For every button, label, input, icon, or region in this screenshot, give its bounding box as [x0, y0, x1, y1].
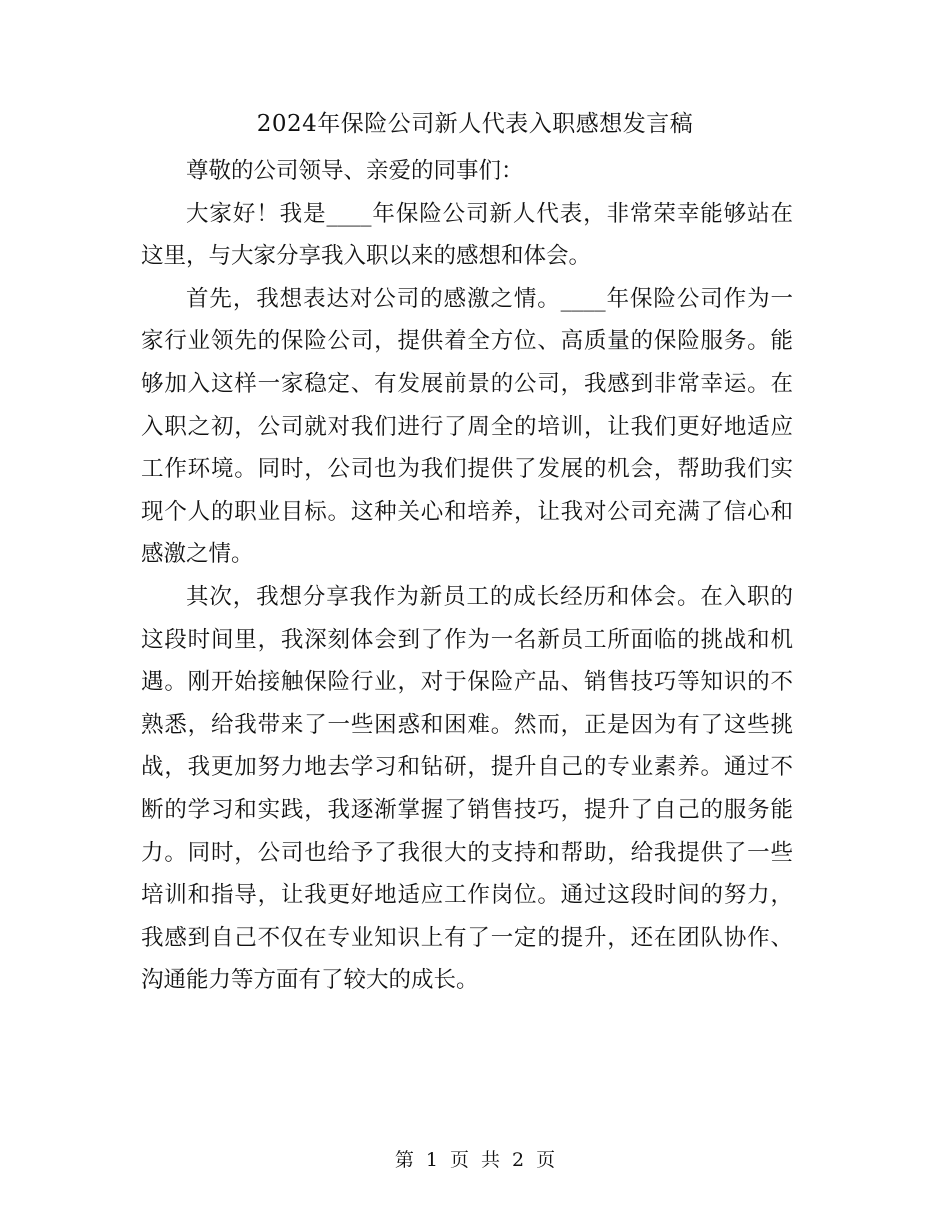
gratitude-paragraph: 首先，我想表达对公司的感激之情。____年保险公司作为一家行业领先的保险公司，提供着全方位、高质量的保险服务。能够加入这样一家稳定、有发展前景的公司，我感到非常幸运。在入职之初，公司就对我们进行了周全的培训，让我们更好地适应工作环境。同时，公司也为我们提供了发展的机会，帮助我们实现个人的职业目标。这种关心和培养，让我对公司充满了信心和感激之情。 — [141, 285, 793, 568]
greeting-paragraph: 大家好！我是____年保险公司新人代表，非常荣幸能够站在这里，与大家分享我入职以来的感想和体会。 — [141, 200, 793, 270]
growth-paragraph: 其次，我想分享我作为新员工的成长经历和体会。在入职的这段时间里，我深刻体会到了作为一名新员工所面临的挑战和机遇。刚开始接触保险行业，对于保险产品、销售技巧等知识的不熟悉，给我带来了一些困惑和困难。然而，正是因为有了这些挑战，我更加努力地去学习和钻研，提升自己的专业素养。通过不断的学习和实践，我逐渐掌握了销售技巧，提升了自己的服务能力。同时，公司也给予了我很大的支持和帮助，给我提供了一些培训和指导，让我更好地适应工作岗位。通过这段时间的努力，我感到自己不仅在专业知识上有了一定的提升，还在团队协作、沟通能力等方面有了较大的成长。 — [141, 583, 793, 994]
salutation-paragraph: 尊敬的公司领导、亲爱的同事们： — [186, 158, 524, 184]
document-body — [141, 150, 793, 1002]
page-number-footer: 第 1 页 共 2 页 — [394, 1149, 556, 1171]
document-title: 2024年保险公司新人代表入职感想发言稿 — [256, 111, 694, 137]
